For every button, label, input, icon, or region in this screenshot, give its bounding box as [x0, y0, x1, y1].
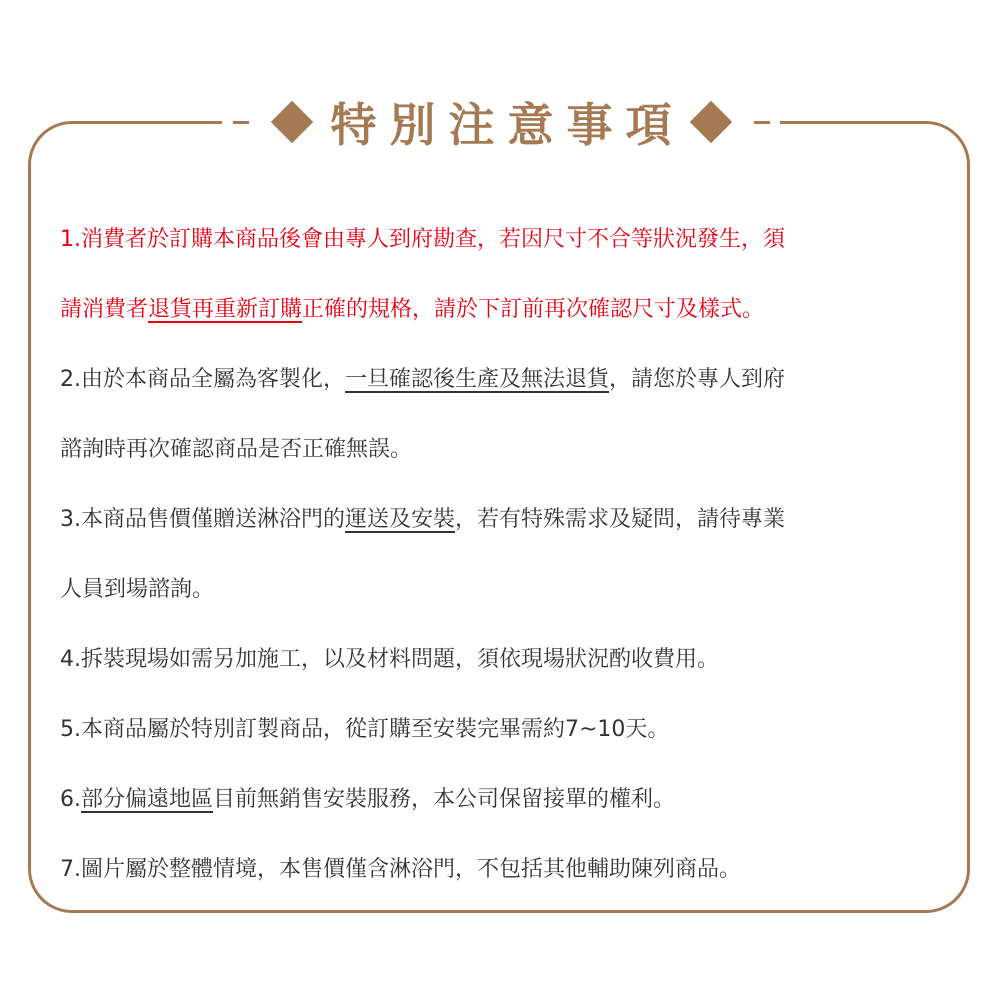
- item-text: ，若有特殊需求及疑問，請待專業: [455, 507, 786, 532]
- item-number: 3.: [60, 507, 81, 532]
- notice-item-3-line-1: [60, 485, 960, 555]
- item-text: 請消費者: [60, 297, 149, 322]
- right-rule: [754, 121, 770, 124]
- item-text: ，請您於專人到府: [609, 367, 786, 392]
- item-number: 5.: [60, 717, 81, 742]
- notice-item-4: [60, 625, 960, 695]
- item-text: 諮詢時再次確認商品是否正確無誤。: [60, 437, 413, 462]
- item-underlined-text: 部分偏遠地區: [81, 787, 214, 812]
- notice-title: 特別注意事項: [330, 98, 685, 152]
- left-diamond-icon: [270, 101, 312, 143]
- item-text: 消費者於訂購本商品後會由專人到府勘查，若因尺寸不合等狀況發生，須: [81, 227, 786, 252]
- notice-item-2-line-2: [60, 415, 960, 485]
- notice-item-2-line-1: [60, 345, 960, 415]
- notice-header: [222, 92, 780, 152]
- item-number: 6.: [60, 787, 81, 812]
- item-text: 本商品售價僅贈送淋浴門的: [81, 507, 346, 532]
- left-rule: [233, 121, 249, 124]
- item-text: 圖片屬於整體情境，本售價僅含淋浴門，不包括其他輔助陳列商品。: [81, 857, 742, 882]
- item-number: 7.: [60, 857, 81, 882]
- item-number: 4.: [60, 647, 81, 672]
- item-text: 正確的規格，請於下訂前再次確認尺寸及樣式。: [302, 297, 765, 322]
- item-text: 由於本商品全屬為客製化，: [81, 367, 346, 392]
- notice-item-7: [60, 835, 960, 905]
- notice-item-1-line-2: [60, 275, 960, 345]
- item-number: 2.: [60, 367, 81, 392]
- notice-item-1-line-1: [60, 205, 960, 275]
- item-text: 人員到場諮詢。: [60, 577, 215, 602]
- item-underlined-text: 一旦確認後生產及無法退貨: [345, 367, 610, 392]
- item-text: 本商品屬於特別訂製商品，從訂購至安裝完畢需約7~10天。: [81, 717, 670, 742]
- item-text: 目前無銷售安裝服務，本公司保留接單的權利。: [213, 787, 676, 812]
- notice-list: [60, 205, 960, 905]
- notice-item-5: [60, 695, 960, 765]
- item-text: 拆裝現場如需另加施工，以及材料問題，須依現場狀況酌收費用。: [81, 647, 720, 672]
- item-underlined-text: 運送及安裝: [345, 507, 456, 532]
- item-underlined-text: 退貨再重新訂購: [148, 297, 303, 322]
- right-diamond-icon: [689, 101, 731, 143]
- item-number: 1.: [60, 227, 81, 252]
- notice-item-3-line-2: [60, 555, 960, 625]
- notice-item-6: [60, 765, 960, 835]
